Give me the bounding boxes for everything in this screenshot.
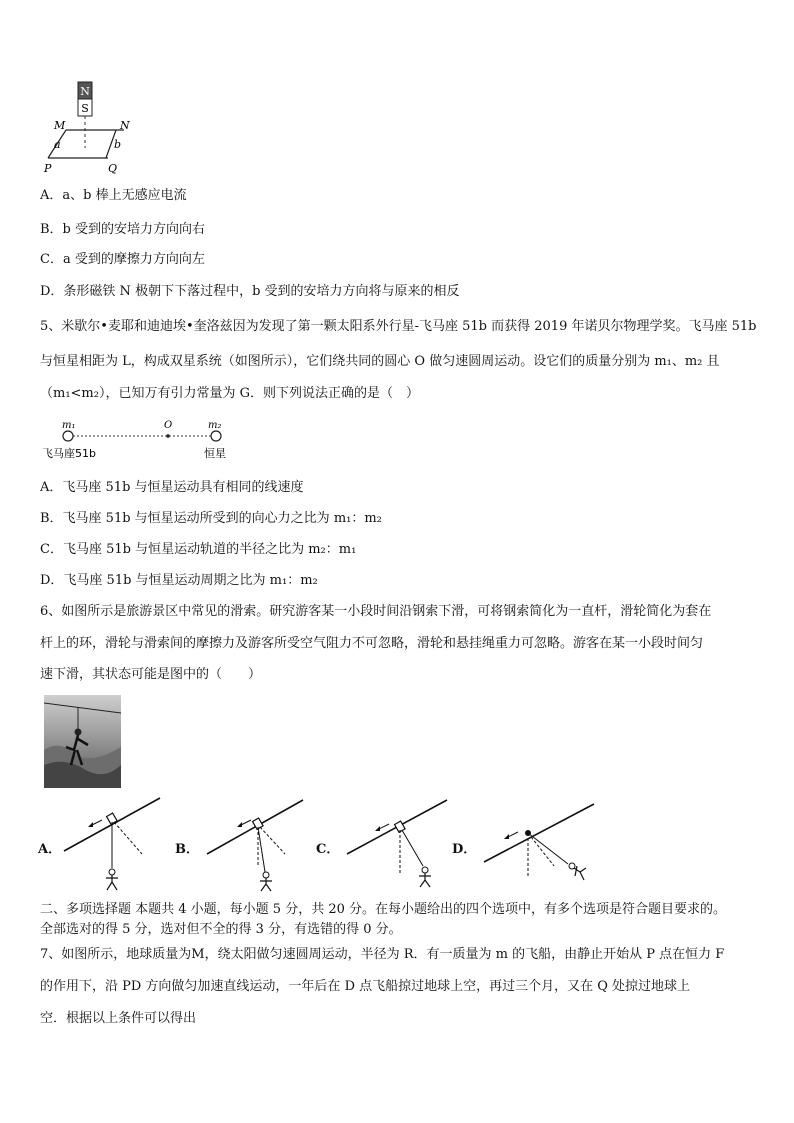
planet-dot — [63, 431, 73, 441]
rope-d — [528, 833, 568, 864]
perp-line-a — [114, 822, 142, 854]
label-b: b — [114, 138, 122, 151]
q4-option-d: D．条形磁铁 N 极朝下下落过程中，b 受到的安培力方向将与原来的相反 — [40, 284, 460, 299]
magnet-rail-figure — [40, 80, 150, 180]
q4-option-b: B．b 受到的安培力方向向右 — [40, 222, 206, 237]
q6-label-b: B． — [175, 842, 199, 857]
q6-figure-b — [205, 796, 305, 892]
q5-stem-line2: 与恒星相距为 L，构成双星系统（如图所示），它们绕共同的圆心 O 做匀速圆周运动。设它们的质量分别为 m₁、m₂ 且 — [40, 354, 720, 369]
q6-figure-c — [345, 796, 450, 892]
magnet-n-label: N — [80, 85, 90, 98]
q6-label-c: C． — [316, 842, 340, 857]
q6-label-a: A． — [38, 842, 62, 857]
section2-header-line2: 全部选对的得 5 分，选对但不全的得 3 分，有选错的得 0 分。 — [40, 922, 402, 937]
q5-option-b: B．飞马座 51b 与恒星运动所受到的向心力之比为 m₁：m₂ — [40, 511, 382, 526]
fig-o-label: O — [164, 420, 173, 431]
q6-stem-line2: 杆上的环，滑轮与滑索间的摩擦力及游客所受空气阻力不可忽略，滑轮和悬挂绳重力可忽略。游客在某一小段时间匀 — [40, 636, 704, 651]
q6-stem-line3: 速下滑，其状态可能是图中的（ ） — [40, 667, 262, 682]
q4-option-c: C．a 受到的摩擦力方向向左 — [40, 252, 205, 267]
q6-stem-line1: 6、如图所示是旅游景区中常见的滑索。研究游客某一小段时间沿钢索下滑，可将钢索简化为一直杆，滑轮简化为套在 — [40, 604, 712, 619]
label-a: a — [54, 138, 61, 151]
q7-stem-line1: 7、如图所示，地球质量为M，绕太阳做匀速圆周运动，半径为 R．有一质量为 m 的飞船，由静止开始从 P 点在恒力 F — [40, 947, 725, 962]
cable-d — [484, 804, 594, 862]
label-p: P — [44, 162, 52, 175]
q5-stem-line3: （m₁<m₂），已知万有引力常量为 G．则下列说法正确的是（ ） — [40, 386, 419, 401]
star-dot — [211, 431, 221, 441]
perp-line-b — [260, 827, 285, 854]
rope-b — [258, 827, 265, 872]
q5-stem-line1: 5、米歇尔•麦耶和迪迪埃•奎洛兹因为发现了第一颗太阳系外行星-飞马座 51b 而获得 2019 年诺贝尔物理学奖。飞马座 51b — [40, 319, 757, 334]
fig-m1-label: m₁ — [62, 420, 76, 431]
fig-star-name: 恒星 — [204, 447, 226, 460]
q4-option-a: A．a、b 棒上无感应电流 — [40, 188, 187, 203]
q6-label-d: D． — [452, 842, 477, 857]
label-n-rail: N — [120, 119, 130, 132]
label-m: M — [54, 119, 66, 132]
binary-star-figure — [40, 416, 240, 464]
magnet-s-label: S — [81, 102, 89, 115]
q7-stem-line2: 的作用下，沿 PD 方向做匀加速直线运动，一年后在 D 点飞船掠过地球上空，再过三个月，又在 Q 处掠过地球上 — [40, 979, 691, 994]
q5-option-c: C．飞马座 51b 与恒星运动轨道的半径之比为 m₂：m₁ — [40, 542, 357, 557]
section2-header-line1: 二、多项选择题 本题共 4 小题，每小题 5 分，共 20 分。在每小题给出的四个选项中，有多个选项是符合题目要求的。 — [40, 902, 727, 917]
label-q: Q — [108, 162, 118, 175]
q6-figure-d — [482, 796, 600, 892]
q5-option-a: A．飞马座 51b 与恒星运动具有相同的线速度 — [40, 480, 304, 495]
fig-planet-name: 飞马座51b — [42, 447, 96, 460]
q5-option-d: D．飞马座 51b 与恒星运动周期之比为 m₁：m₂ — [40, 573, 318, 588]
q7-stem-line3: 空．根据以上条件可以得出 — [40, 1011, 197, 1026]
fig-m2-label: m₂ — [208, 420, 222, 431]
q6-figure-a — [62, 796, 162, 892]
rope-c — [402, 830, 423, 866]
zipline-photo — [44, 695, 121, 788]
